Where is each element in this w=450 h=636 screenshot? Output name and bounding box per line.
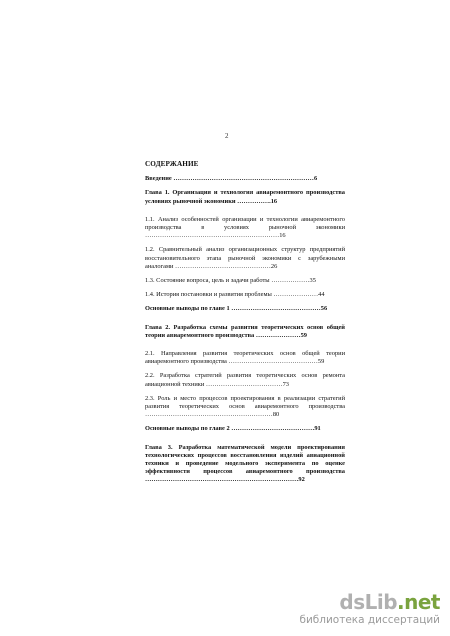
toc-entry-1-2[interactable]: 1.2. Сравнительный анализ организационных структур предприятий восстановительного этапа рыночной экономики с зарубежными аналогами ………………………………………26 (145, 246, 345, 270)
toc-entry-chapter-1[interactable]: Глава 1. Организация и технология авиаремонтного производства условиях рыночной экономики …………….16 (145, 189, 345, 205)
toc-entry-1-3[interactable]: 1.3. Состояние вопроса, цель и задачи работы ………………35 (145, 277, 316, 285)
toc-entry-2-1[interactable]: 2.1. Направления развития теоретических основ общей теории авиаремонтного производства ……………………………………59 (145, 350, 345, 366)
toc-entry-conclusions-2[interactable]: Основные выводы по главе 2 …………………………………91 (145, 425, 321, 433)
page-number: 2 (225, 132, 229, 140)
toc-entry-1-1[interactable]: 1.1. Анализ особенностей организации и технологии авиаремонтного производства в условиях рыночной экономики ………………………………………………………16 (145, 215, 345, 240)
toc-entry-2-2[interactable]: 2.2. Разработка стратегий развития теоретических основ ремонта авиационной техники ………………………………73 (145, 372, 345, 388)
toc-entry-conclusions-1[interactable]: Основные выводы по главе 1 ……………………………………56 (145, 305, 328, 313)
toc-entry-2-3[interactable]: 2.3. Роль и место процессов проектирования в реализации стратегий развития теоретических основ авиаремонтного производства ……………………………………………………80 (145, 394, 345, 419)
table-of-contents (145, 160, 345, 491)
watermark-subtitle: библиотека диссертаций (299, 614, 440, 626)
toc-title: СОДЕРЖАНИЕ (145, 160, 199, 168)
dslib-watermark (270, 590, 440, 630)
toc-entry-intro[interactable]: Введение …………………………………………………………6 (145, 175, 318, 183)
watermark-logo: dsLib.net (339, 590, 440, 614)
toc-entry-chapter-3[interactable]: Глава 3. Разработка математической модели проектирования технологических процессов восстановления изделий авиационной техники и проведение модельного эксперимента по оценке эффективности процессов авиаремонтного производства ………………………………………………………………92 (145, 443, 345, 484)
toc-entry-chapter-2[interactable]: Глава 2. Разработка схемы развития теоретических основ общей теории авиаремонтного производства …………………59 (145, 323, 345, 339)
toc-entry-1-4[interactable]: 1.4. История постановки и развития проблемы …………………44 (145, 291, 325, 299)
